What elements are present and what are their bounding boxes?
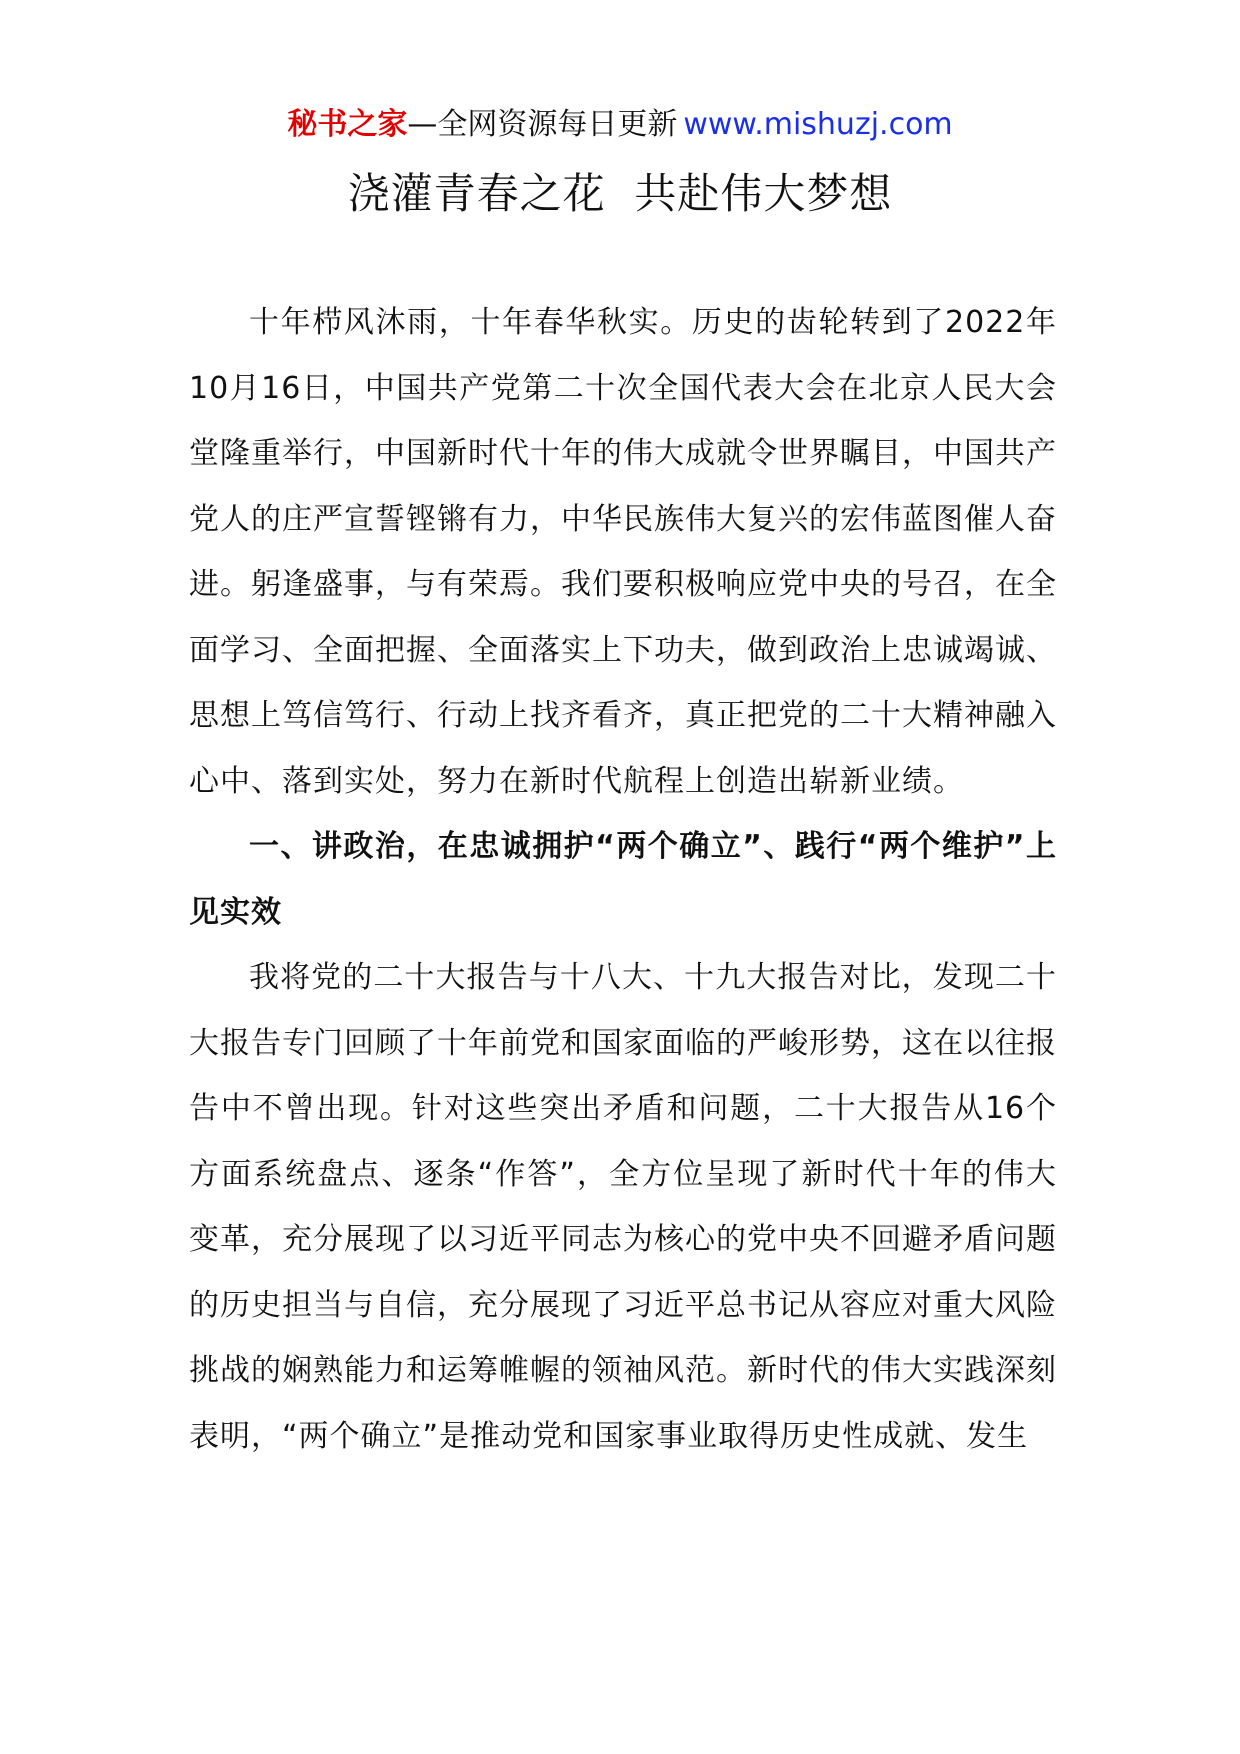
- website-link[interactable]: www.mishuzj.com: [683, 107, 953, 142]
- header-tagline: —全网资源每日更新: [407, 107, 678, 142]
- section-heading-1: 一、讲政治，在忠诚拥护“两个确立”、践行“两个维护”上见实效: [189, 829, 1057, 930]
- document-title: 浇灌青春之花 共赴伟大梦想: [347, 169, 893, 218]
- source-header: [0, 104, 1240, 146]
- document-body: [189, 290, 1057, 1469]
- paragraph-section-1: 我将党的二十大报告与十八大、十九大报告对比，发现二十大报告专门回顾了十年前党和国家面临的严峻形势，这在以往报告中不曾出现。针对这些突出矛盾和问题，二十大报告从16个方面系统盘点、逐条“作答”，全方位呈现了新时代十年的伟大变革，充分展现了以习近平同志为核心的党中央不回避矛盾问题的历史担当与自信，充分展现了习近平总书记从容应对重大风险挑战的娴熟能力和运筹帷幄的领袖风范。新时代的伟大实践深刻表明，“两个确立”是推动党和国家事业取得历史性成就、发生: [189, 960, 1057, 1454]
- brand-name: 秘书之家: [287, 107, 408, 142]
- paragraph-intro: 十年栉风沐雨，十年春华秋实。历史的齿轮转到了2022年10月16日，中国共产党第二十次全国代表大会在北京人民大会堂隆重举行，中国新时代十年的伟大成就令世界瞩目，中国共产党人的庄严宣誓铿锵有力，中华民族伟大复兴的宏伟蓝图催人奋进。躬逢盛事，与有荣焉。我们要积极响应党中央的号召，在全面学习、全面把握、全面落实上下功夫，做到政治上忠诚竭诚、思想上笃信笃行、行动上找齐看齐，真正把党的二十大精神融入心中、落到实处，努力在新时代航程上创造出崭新业绩。: [189, 305, 1057, 799]
